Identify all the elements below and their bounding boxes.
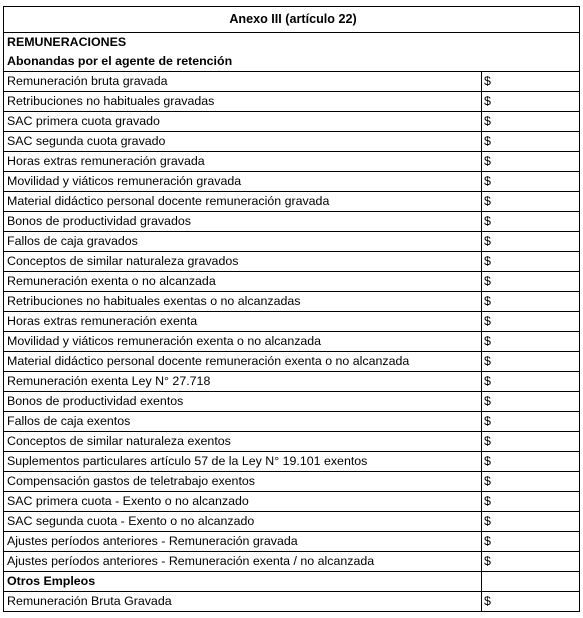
annex-title: Anexo III (artículo 22) <box>4 7 580 33</box>
concept-cell: Ajustes períodos anteriores - Remuneración exenta / no alcanzada <box>4 552 482 572</box>
amount-cell[interactable]: $ <box>482 172 580 192</box>
table-row <box>4 432 580 452</box>
amount-cell[interactable]: $ <box>482 592 580 612</box>
table-row <box>4 112 580 132</box>
concept-cell: SAC segunda cuota gravado <box>4 132 482 152</box>
amount-cell[interactable]: $ <box>482 72 580 92</box>
concept-cell: Remuneración bruta gravada <box>4 72 482 92</box>
amount-cell[interactable]: $ <box>482 252 580 272</box>
concept-cell: Ajustes períodos anteriores - Remuneración gravada <box>4 532 482 552</box>
amount-cell[interactable]: $ <box>482 492 580 512</box>
amount-cell[interactable]: $ <box>482 132 580 152</box>
table-row <box>4 132 580 152</box>
amount-cell[interactable]: $ <box>482 392 580 412</box>
table-row <box>4 232 580 252</box>
table-row <box>4 192 580 212</box>
amount-cell[interactable]: $ <box>482 212 580 232</box>
concept-cell: Movilidad y viáticos remuneración exenta o no alcanzada <box>4 332 482 352</box>
concept-cell: SAC primera cuota gravado <box>4 112 482 132</box>
table-row <box>4 412 580 432</box>
table-row <box>4 492 580 512</box>
concept-cell: Remuneración exenta o no alcanzada <box>4 272 482 292</box>
concept-cell: Bonos de productividad gravados <box>4 212 482 232</box>
table-row <box>4 312 580 332</box>
annex-table <box>3 6 580 612</box>
amount-cell[interactable]: $ <box>482 432 580 452</box>
table-row <box>4 452 580 472</box>
amount-cell[interactable]: $ <box>482 152 580 172</box>
concept-cell: Fallos de caja exentos <box>4 412 482 432</box>
concept-cell: SAC segunda cuota - Exento o no alcanzado <box>4 512 482 532</box>
concept-cell: Horas extras remuneración exenta <box>4 312 482 332</box>
table-row <box>4 592 580 612</box>
concept-cell: Conceptos de similar naturaleza gravados <box>4 252 482 272</box>
section-heading: REMUNERACIONES <box>4 33 580 53</box>
amount-cell[interactable]: $ <box>482 232 580 252</box>
table-row <box>4 292 580 312</box>
table-row <box>4 532 580 552</box>
amount-cell[interactable]: $ <box>482 332 580 352</box>
concept-cell: Remuneración exenta Ley N° 27.718 <box>4 372 482 392</box>
amount-cell[interactable]: $ <box>482 472 580 492</box>
group-header-row <box>4 52 580 72</box>
table-row <box>4 552 580 572</box>
concept-cell: Retribuciones no habituales exentas o no alcanzadas <box>4 292 482 312</box>
annex-table-body <box>4 7 580 612</box>
amount-cell[interactable]: $ <box>482 512 580 532</box>
concept-cell: Compensación gastos de teletrabajo exentos <box>4 472 482 492</box>
table-row <box>4 352 580 372</box>
table-row <box>4 212 580 232</box>
amount-cell[interactable]: $ <box>482 192 580 212</box>
concept-cell: Suplementos particulares artículo 57 de la Ley N° 19.101 exentos <box>4 452 482 472</box>
table-row <box>4 332 580 352</box>
section-row <box>4 33 580 53</box>
table-row <box>4 72 580 92</box>
table-row <box>4 272 580 292</box>
title-row <box>4 7 580 33</box>
amount-cell[interactable]: $ <box>482 352 580 372</box>
amount-cell[interactable]: $ <box>482 92 580 112</box>
table-row <box>4 512 580 532</box>
amount-cell[interactable]: $ <box>482 552 580 572</box>
table-row <box>4 252 580 272</box>
group-heading: Otros Empleos <box>4 572 482 592</box>
group-header-row <box>4 572 580 592</box>
table-row <box>4 392 580 412</box>
concept-cell: Material didáctico personal docente remuneración exenta o no alcanzada <box>4 352 482 372</box>
group-heading-amount-cell <box>482 572 580 592</box>
amount-cell[interactable]: $ <box>482 312 580 332</box>
concept-cell: Remuneración Bruta Gravada <box>4 592 482 612</box>
amount-cell[interactable]: $ <box>482 452 580 472</box>
concept-cell: Fallos de caja gravados <box>4 232 482 252</box>
amount-cell[interactable]: $ <box>482 532 580 552</box>
amount-cell[interactable]: $ <box>482 272 580 292</box>
concept-cell: Movilidad y viáticos remuneración gravada <box>4 172 482 192</box>
concept-cell: Conceptos de similar naturaleza exentos <box>4 432 482 452</box>
table-row <box>4 472 580 492</box>
concept-cell: Bonos de productividad exentos <box>4 392 482 412</box>
table-row <box>4 152 580 172</box>
amount-cell[interactable]: $ <box>482 412 580 432</box>
concept-cell: Retribuciones no habituales gravadas <box>4 92 482 112</box>
amount-cell[interactable]: $ <box>482 112 580 132</box>
concept-cell: SAC primera cuota - Exento o no alcanzado <box>4 492 482 512</box>
table-row <box>4 372 580 392</box>
amount-cell[interactable]: $ <box>482 372 580 392</box>
concept-cell: Horas extras remuneración gravada <box>4 152 482 172</box>
table-row <box>4 172 580 192</box>
table-row <box>4 92 580 112</box>
group-heading: Abonandas por el agente de retención <box>4 52 580 72</box>
amount-cell[interactable]: $ <box>482 292 580 312</box>
concept-cell: Material didáctico personal docente remuneración gravada <box>4 192 482 212</box>
